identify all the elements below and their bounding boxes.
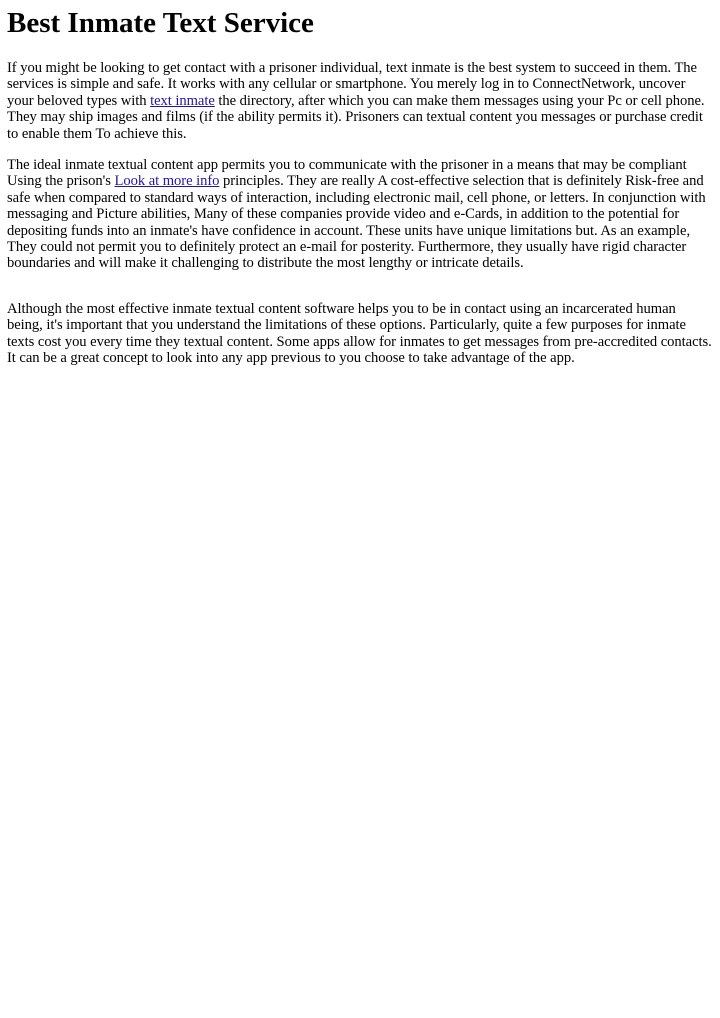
paragraph-ideal-app-text-start: The ideal inmate textual content app permits you to communicate with the prisoner in a means that may be compliant Using the prison's bbox=[7, 157, 687, 190]
paragraph-intro-text-end: the directory, after which you can make them messages using your Pc or cell phone. They may ship images and films (if the ability permits it). Prisoners can textual content you messages or purchase credit to enable them To achieve this. bbox=[7, 92, 705, 142]
look-at-more-info-link[interactable]: Look at more info bbox=[114, 173, 220, 190]
paragraph-limitations: Although the most effective inmate textual content software helps you to be in contact using an incarcerated human being, it's important that you understand the limitations of these options. Particularly, quite a few purposes for inmate texts cost you every time they textual content. Some apps allow for inmates to get messages from pre-accredited contacts. It can be a great concept to look into any app previous to you choose to take advantage of the app. bbox=[7, 300, 712, 367]
paragraph-intro-text-start: If you might be looking to get contact with a prisoner individual, text inmate is the best system to succeed in them. The services is simple and safe. It works with any cellular or smartphone. You merely log in to ConnectNetwork, uncover your beloved types with bbox=[7, 60, 697, 109]
paragraph-ideal-app-text-end: principles. They are really A cost-effective selection that is definitely Risk-free and safe when compared to standard ways of interaction, including electronic mail, cell phone, or letters. In conjunction with messaging and Picture abilities, Many of these companies provide video and e-Cards, in addition to the potential for depositing funds into an inmate's have confidence in account. These units have unique limitations but. As an example, They could not permit you to definitely protect an e-mail for posterity. Furthermore, they usually have rigid character boundaries and will make it challenging to distribute the most lengthy or intricate details. bbox=[7, 173, 706, 272]
paragraph-ideal-app bbox=[7, 157, 713, 272]
text-inmate-link[interactable]: text inmate bbox=[150, 92, 215, 109]
paragraph-intro bbox=[7, 60, 713, 142]
page-title: Best Inmate Text Service bbox=[7, 7, 314, 39]
